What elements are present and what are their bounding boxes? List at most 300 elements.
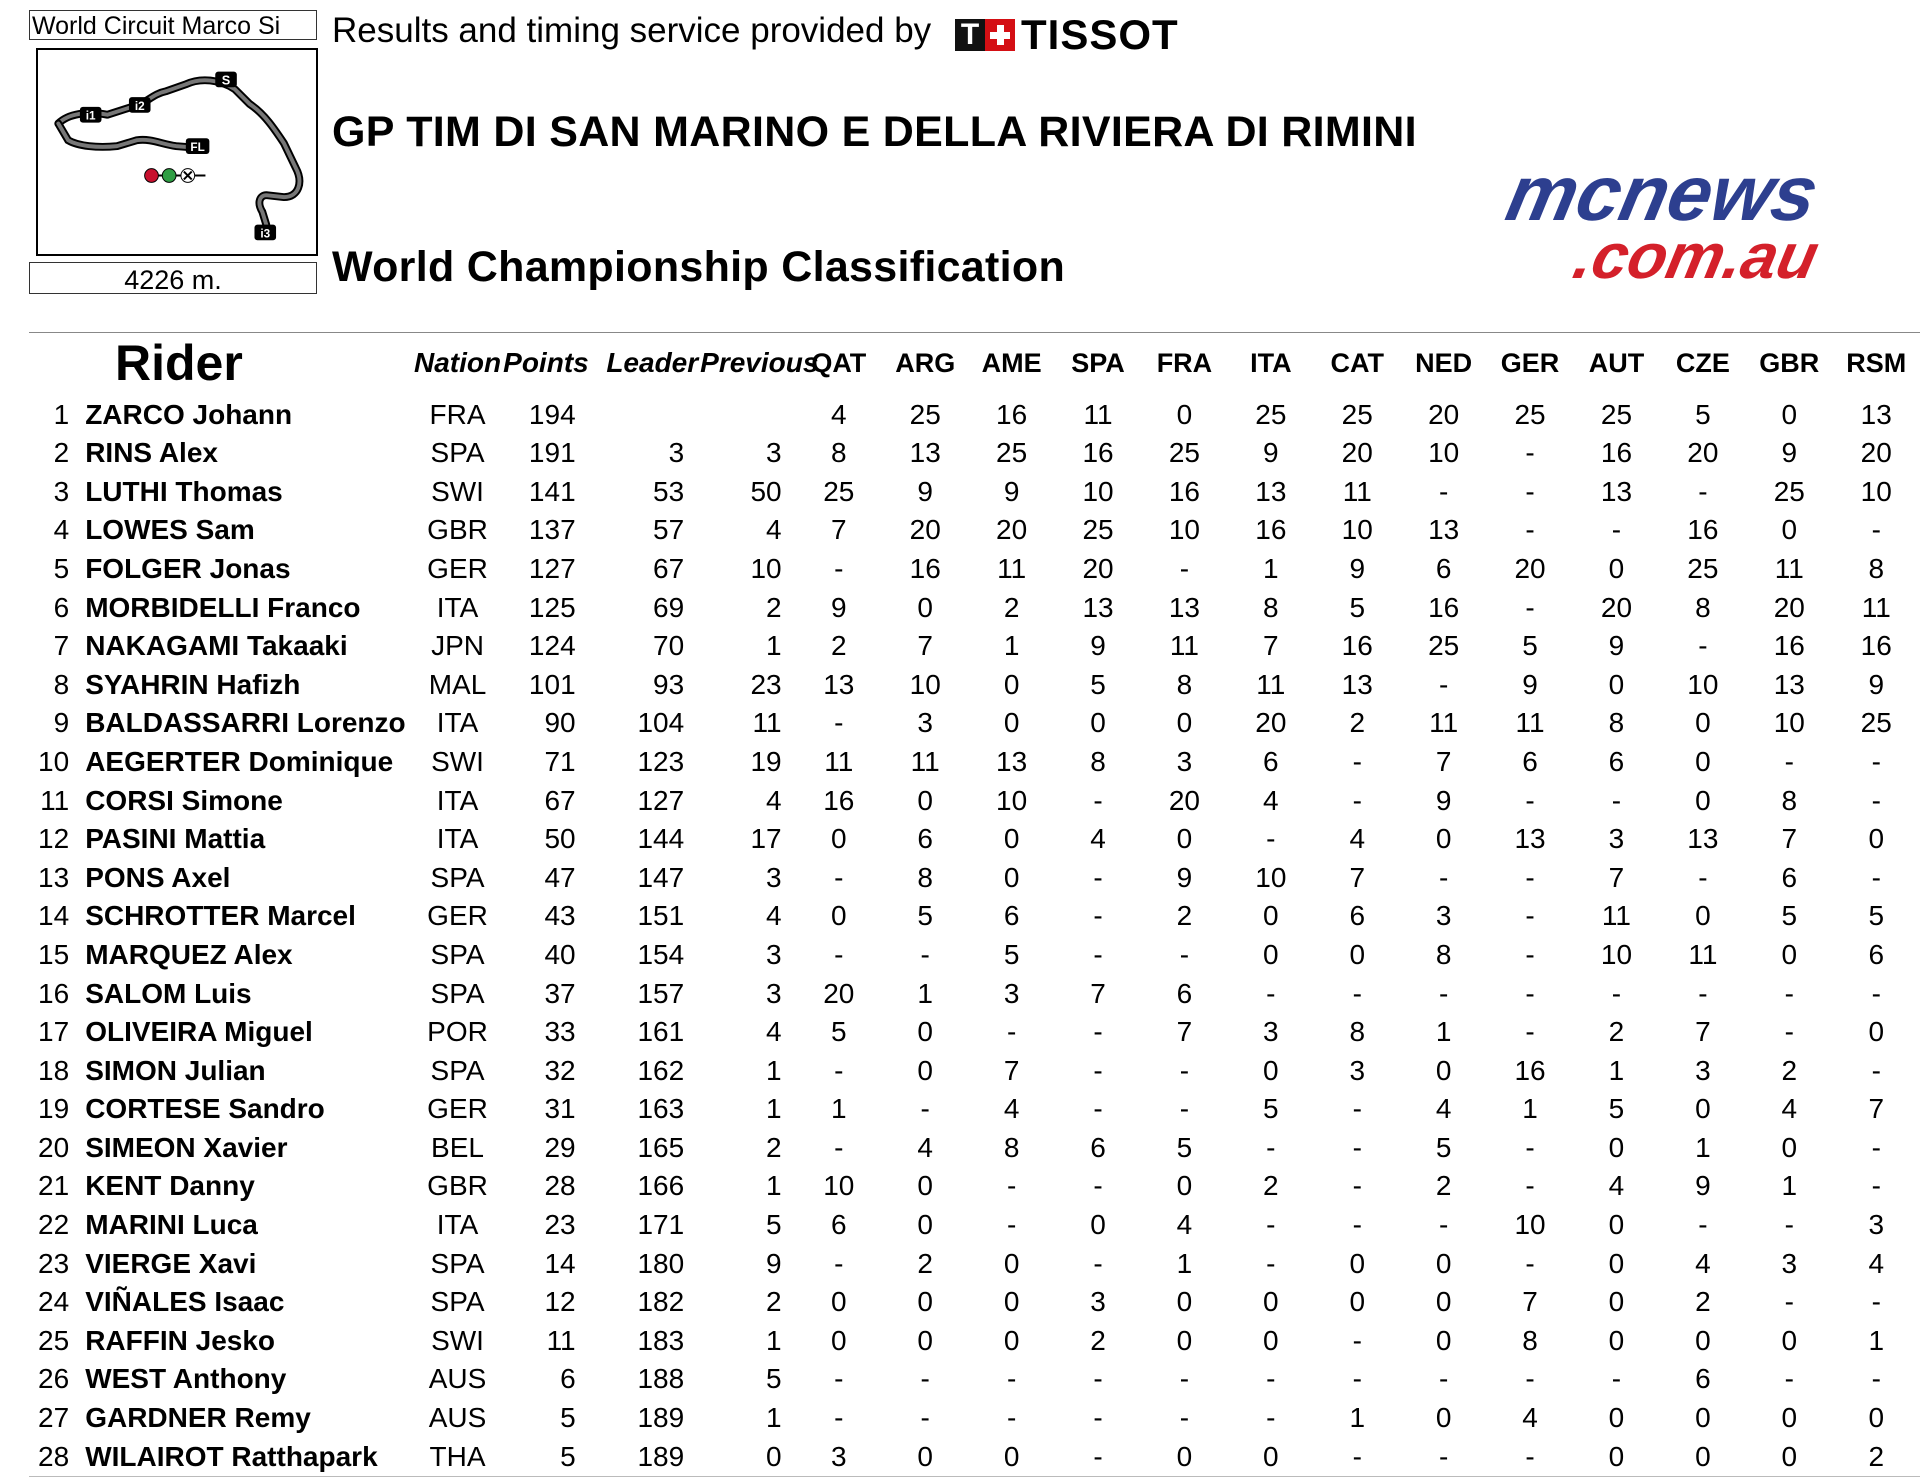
round-points: 16 bbox=[1600, 437, 1633, 469]
rider-position: 21 bbox=[38, 1170, 70, 1202]
round-points: 3 bbox=[1695, 1054, 1711, 1086]
round-points: - bbox=[1784, 745, 1794, 777]
round-points: 20 bbox=[823, 977, 855, 1009]
round-points: 2 bbox=[1781, 1054, 1798, 1086]
svg-text:i1: i1 bbox=[85, 109, 96, 123]
round-points: 4 bbox=[1176, 1209, 1193, 1241]
round-points: 8 bbox=[1090, 745, 1106, 777]
round-points: 6 bbox=[917, 823, 933, 855]
round-points: - bbox=[1179, 552, 1190, 584]
gap-to-previous: 2 bbox=[766, 1131, 782, 1163]
standings-table bbox=[29, 334, 1920, 1473]
round-points: 7 bbox=[1435, 745, 1452, 777]
round-points: 7 bbox=[1781, 823, 1798, 855]
rider-nation: ITA bbox=[436, 823, 479, 855]
rider-nation: ITA bbox=[436, 1209, 479, 1241]
round-points: - bbox=[834, 1363, 844, 1395]
col-header-round: AME bbox=[981, 347, 1042, 378]
round-points: 0 bbox=[1003, 1440, 1020, 1472]
rider-points: 125 bbox=[528, 591, 576, 623]
round-points: 0 bbox=[1176, 398, 1193, 430]
round-points: - bbox=[834, 1054, 844, 1086]
rider-points: 37 bbox=[544, 977, 576, 1009]
rider-name: CORTESE Sandro bbox=[85, 1093, 325, 1125]
round-points: 25 bbox=[1255, 398, 1287, 430]
round-points: - bbox=[1179, 1054, 1190, 1086]
round-points: - bbox=[1525, 591, 1535, 623]
table-row bbox=[29, 662, 1920, 701]
round-points: 0 bbox=[1176, 707, 1193, 739]
gap-to-previous: 3 bbox=[766, 861, 782, 893]
round-points: 20 bbox=[909, 514, 941, 546]
round-points: - bbox=[1525, 1131, 1535, 1163]
gap-to-leader: 171 bbox=[637, 1209, 685, 1241]
round-points: 0 bbox=[1003, 1324, 1020, 1356]
table-row bbox=[29, 1125, 1920, 1164]
round-points: 0 bbox=[1263, 1440, 1279, 1472]
round-points: 8 bbox=[1608, 707, 1625, 739]
round-points: - bbox=[1266, 1363, 1276, 1395]
rider-position: 11 bbox=[40, 784, 70, 816]
round-points: 0 bbox=[1781, 1402, 1798, 1434]
gap-to-previous: 4 bbox=[766, 1016, 782, 1048]
round-points: - bbox=[1871, 514, 1881, 546]
round-points: - bbox=[1871, 861, 1881, 893]
round-points: 0 bbox=[1781, 1440, 1798, 1472]
gap-to-leader: 151 bbox=[637, 900, 685, 932]
gap-to-leader: 127 bbox=[637, 784, 685, 816]
rider-nation: FRA bbox=[429, 398, 486, 430]
rider-position: 6 bbox=[53, 591, 70, 623]
round-points: - bbox=[1525, 1247, 1535, 1279]
round-points: 8 bbox=[1781, 784, 1798, 816]
round-points: - bbox=[1438, 475, 1449, 507]
gap-to-leader: 67 bbox=[653, 552, 685, 584]
svg-text:FL: FL bbox=[190, 141, 205, 155]
round-points: - bbox=[1698, 630, 1708, 662]
rider-position: 13 bbox=[38, 861, 70, 893]
round-points: 20 bbox=[1255, 707, 1287, 739]
rider-position: 1 bbox=[53, 398, 70, 430]
round-points: - bbox=[1006, 1363, 1017, 1395]
track-map bbox=[36, 48, 318, 256]
rider-points: 12 bbox=[544, 1286, 576, 1318]
round-points: 3 bbox=[1003, 977, 1020, 1009]
round-points: 20 bbox=[1687, 437, 1719, 469]
round-points: - bbox=[1525, 1170, 1535, 1202]
round-points: 0 bbox=[1608, 1286, 1625, 1318]
round-points: 13 bbox=[1860, 398, 1892, 430]
round-points: 11 bbox=[1342, 475, 1372, 507]
round-points: - bbox=[1179, 1363, 1190, 1395]
round-points: 7 bbox=[1263, 630, 1279, 662]
round-points: 5 bbox=[917, 900, 933, 932]
track-length: 4226 m. bbox=[29, 262, 317, 294]
circuit-name: World Circuit Marco Si bbox=[29, 10, 317, 40]
round-points: - bbox=[1266, 977, 1276, 1009]
round-points: 16 bbox=[1514, 1054, 1546, 1086]
round-points: - bbox=[1438, 1363, 1449, 1395]
round-points: - bbox=[1784, 1209, 1794, 1241]
rider-nation: GBR bbox=[427, 514, 488, 546]
round-points: 4 bbox=[1435, 1093, 1452, 1125]
rider-points: 194 bbox=[528, 398, 576, 430]
round-points: - bbox=[1525, 900, 1535, 932]
mcnews-logo bbox=[1478, 150, 1878, 300]
round-points: 0 bbox=[1003, 707, 1020, 739]
round-points: 0 bbox=[1176, 1440, 1193, 1472]
round-points: 1 bbox=[1522, 1093, 1538, 1125]
rider-nation: SWI bbox=[431, 745, 484, 777]
rider-position: 17 bbox=[38, 1016, 70, 1048]
round-points: 1 bbox=[1003, 630, 1020, 662]
round-points: 6 bbox=[1349, 900, 1366, 932]
round-points: 25 bbox=[1687, 552, 1719, 584]
gap-to-leader: 189 bbox=[637, 1440, 685, 1472]
rider-name: LOWES Sam bbox=[85, 514, 255, 546]
gap-to-previous: 1 bbox=[766, 1054, 782, 1086]
round-points: 25 bbox=[1341, 398, 1373, 430]
rider-points: 124 bbox=[528, 630, 576, 662]
round-points: 0 bbox=[1608, 1402, 1625, 1434]
round-points: 0 bbox=[917, 1440, 933, 1472]
sector-i3-marker bbox=[254, 225, 276, 241]
round-points: 0 bbox=[917, 591, 933, 623]
gap-to-previous: 5 bbox=[766, 1363, 782, 1395]
round-points: 0 bbox=[1263, 1054, 1279, 1086]
round-points: - bbox=[1093, 1054, 1103, 1086]
rider-points: 101 bbox=[528, 668, 576, 700]
round-points: 0 bbox=[1003, 861, 1020, 893]
round-points: 0 bbox=[917, 1209, 933, 1241]
tissot-logo bbox=[955, 11, 1179, 58]
round-points: - bbox=[1179, 1093, 1190, 1125]
gap-to-previous: 1 bbox=[766, 1170, 782, 1202]
round-points: - bbox=[1871, 1131, 1881, 1163]
rider-position: 12 bbox=[38, 823, 70, 855]
gap-to-leader: 144 bbox=[637, 823, 685, 855]
table-row bbox=[29, 932, 1920, 971]
round-points: 6 bbox=[1695, 1363, 1711, 1395]
round-points: 11 bbox=[1429, 707, 1459, 739]
round-points: 20 bbox=[996, 514, 1028, 546]
round-points: 4 bbox=[1781, 1093, 1798, 1125]
round-points: 2 bbox=[917, 1247, 933, 1279]
round-points: 16 bbox=[823, 784, 855, 816]
round-points: 25 bbox=[909, 398, 941, 430]
round-points: 6 bbox=[1003, 900, 1020, 932]
rider-nation: BEL bbox=[431, 1131, 484, 1163]
round-points: 3 bbox=[1435, 900, 1452, 932]
col-header-points: Points bbox=[503, 347, 589, 378]
round-points: - bbox=[1352, 784, 1362, 816]
round-points: 0 bbox=[1608, 552, 1625, 584]
round-points: 10 bbox=[1255, 861, 1287, 893]
round-points: 0 bbox=[917, 1324, 933, 1356]
round-points: 0 bbox=[1608, 1440, 1625, 1472]
round-points: 0 bbox=[831, 1324, 847, 1356]
rider-points: 90 bbox=[544, 707, 576, 739]
round-points: 11 bbox=[824, 745, 854, 777]
gap-to-previous: 1 bbox=[766, 1402, 782, 1434]
round-points: 1 bbox=[917, 977, 933, 1009]
rider-points: 31 bbox=[544, 1093, 576, 1125]
round-points: 13 bbox=[1773, 668, 1805, 700]
round-points: 7 bbox=[1695, 1016, 1711, 1048]
round-points: - bbox=[1093, 861, 1103, 893]
round-points: 11 bbox=[1861, 591, 1891, 623]
round-points: 6 bbox=[1263, 745, 1279, 777]
round-points: 0 bbox=[831, 900, 847, 932]
round-points: 11 bbox=[1774, 552, 1804, 584]
gap-to-leader: 183 bbox=[637, 1324, 685, 1356]
round-points: 0 bbox=[1003, 1286, 1020, 1318]
round-points: 11 bbox=[1083, 398, 1113, 430]
round-points: 6 bbox=[1176, 977, 1193, 1009]
round-points: - bbox=[834, 1131, 844, 1163]
rider-name: SIMON Julian bbox=[85, 1054, 266, 1086]
rider-name: FOLGER Jonas bbox=[85, 552, 291, 584]
round-points: - bbox=[1093, 900, 1103, 932]
round-points: - bbox=[1438, 1440, 1449, 1472]
rider-name: VIÑALES Isaac bbox=[85, 1286, 285, 1318]
round-points: 10 bbox=[1428, 437, 1460, 469]
rider-name: MARINI Luca bbox=[85, 1209, 258, 1241]
round-points: - bbox=[1525, 1363, 1535, 1395]
rider-name: WILAIROT Ratthapark bbox=[85, 1440, 378, 1472]
rider-position: 27 bbox=[38, 1402, 70, 1434]
col-header-round: FRA bbox=[1156, 347, 1213, 378]
round-points: 6 bbox=[831, 1209, 847, 1241]
rider-name: SCHROTTER Marcel bbox=[85, 900, 356, 932]
col-header-round: NED bbox=[1415, 347, 1473, 378]
round-points: 11 bbox=[1169, 630, 1199, 662]
round-points: 0 bbox=[1695, 900, 1711, 932]
round-points: 0 bbox=[1090, 1209, 1106, 1241]
rider-nation: THA bbox=[429, 1440, 486, 1472]
round-points: 0 bbox=[831, 1286, 847, 1318]
table-row bbox=[29, 585, 1920, 624]
round-points: 0 bbox=[1781, 1131, 1798, 1163]
round-points: 0 bbox=[1868, 1016, 1885, 1048]
col-header-nation: Nation bbox=[413, 347, 502, 378]
round-points: 16 bbox=[1773, 630, 1805, 662]
round-points: - bbox=[1871, 745, 1881, 777]
round-points: 7 bbox=[917, 630, 933, 662]
table-row bbox=[29, 1202, 1920, 1241]
round-points: 13 bbox=[1341, 668, 1373, 700]
round-points: - bbox=[1784, 977, 1794, 1009]
rider-position: 19 bbox=[38, 1093, 70, 1125]
classification-title: World Championship Classification bbox=[332, 243, 1066, 291]
table-row bbox=[29, 469, 1920, 508]
gap-to-previous: 10 bbox=[750, 552, 782, 584]
table-row bbox=[29, 1241, 1920, 1280]
round-points: - bbox=[834, 938, 844, 970]
rider-points: 14 bbox=[544, 1247, 576, 1279]
round-points: 16 bbox=[996, 398, 1028, 430]
gap-to-leader: 93 bbox=[653, 668, 685, 700]
gap-to-leader: 161 bbox=[637, 1016, 685, 1048]
gap-to-previous: 9 bbox=[766, 1247, 782, 1279]
rider-points: 33 bbox=[544, 1016, 576, 1048]
rider-points: 23 bbox=[544, 1209, 576, 1241]
table-row bbox=[29, 701, 1920, 740]
round-points: 0 bbox=[1090, 707, 1106, 739]
round-points: 25 bbox=[1773, 475, 1805, 507]
track-outline bbox=[58, 80, 299, 224]
round-points: - bbox=[1006, 1170, 1017, 1202]
gap-to-previous: 1 bbox=[766, 1324, 782, 1356]
round-points: 9 bbox=[1868, 668, 1885, 700]
rider-position: 18 bbox=[38, 1054, 70, 1086]
gap-to-leader: 165 bbox=[637, 1131, 685, 1163]
round-points: - bbox=[1352, 745, 1362, 777]
round-points: 13 bbox=[996, 745, 1028, 777]
round-points: 0 bbox=[1695, 784, 1711, 816]
round-points: 6 bbox=[1608, 745, 1625, 777]
svg-text:mcnews: mcnews bbox=[1499, 150, 1826, 237]
rider-position: 26 bbox=[38, 1363, 70, 1395]
round-points: - bbox=[1871, 1363, 1881, 1395]
sector-i2-marker bbox=[129, 97, 151, 113]
round-points: 25 bbox=[1600, 398, 1633, 430]
rider-nation: SPA bbox=[430, 1247, 485, 1279]
rider-nation: GER bbox=[427, 552, 488, 584]
rider-name: KENT Danny bbox=[85, 1170, 255, 1202]
round-points: - bbox=[1698, 977, 1708, 1009]
gap-to-previous: 3 bbox=[766, 977, 782, 1009]
round-points: 16 bbox=[1168, 475, 1201, 507]
round-points: 0 bbox=[1349, 938, 1366, 970]
round-points: - bbox=[1006, 1209, 1017, 1241]
round-points: 11 bbox=[1688, 938, 1718, 970]
gap-to-leader: 189 bbox=[637, 1402, 685, 1434]
round-points: 4 bbox=[1695, 1247, 1711, 1279]
round-points: 9 bbox=[1695, 1170, 1711, 1202]
round-points: 13 bbox=[1600, 475, 1633, 507]
rider-nation: GER bbox=[427, 900, 488, 932]
round-points: 13 bbox=[1428, 514, 1460, 546]
round-points: 9 bbox=[1608, 630, 1625, 662]
rider-nation: SWI bbox=[431, 475, 484, 507]
round-points: 20 bbox=[1168, 784, 1201, 816]
round-points: 0 bbox=[1003, 823, 1020, 855]
rider-name: SALOM Luis bbox=[85, 977, 252, 1009]
round-points: 25 bbox=[996, 437, 1028, 469]
round-points: 0 bbox=[1868, 823, 1885, 855]
round-points: 3 bbox=[917, 707, 933, 739]
rider-name: WEST Anthony bbox=[85, 1363, 287, 1395]
round-points: 25 bbox=[1514, 398, 1546, 430]
round-points: 16 bbox=[1687, 514, 1719, 546]
rider-name: SYAHRIN Hafizh bbox=[85, 668, 301, 700]
col-header-round: SPA bbox=[1071, 347, 1125, 378]
round-points: - bbox=[920, 938, 930, 970]
round-points: - bbox=[1525, 1440, 1535, 1472]
round-points: 7 bbox=[1349, 861, 1366, 893]
round-points: 2 bbox=[1695, 1286, 1711, 1318]
table-row bbox=[29, 1087, 1920, 1126]
round-points: 7 bbox=[1176, 1016, 1193, 1048]
round-points: 3 bbox=[1090, 1286, 1106, 1318]
rider-name: OLIVEIRA Miguel bbox=[85, 1016, 313, 1048]
round-points: 7 bbox=[1090, 977, 1106, 1009]
round-points: 20 bbox=[1514, 552, 1546, 584]
round-points: - bbox=[1093, 784, 1103, 816]
rider-position: 20 bbox=[38, 1131, 70, 1163]
round-points: 10 bbox=[1341, 514, 1373, 546]
rider-nation: SPA bbox=[430, 977, 485, 1009]
round-points: - bbox=[1006, 1016, 1017, 1048]
round-points: 3 bbox=[1176, 745, 1193, 777]
round-points: 0 bbox=[1176, 823, 1193, 855]
round-points: - bbox=[1611, 1363, 1622, 1395]
rider-nation: MAL bbox=[428, 668, 487, 700]
round-points: - bbox=[1698, 861, 1708, 893]
header-divider bbox=[29, 332, 1920, 333]
round-points: 0 bbox=[1435, 1054, 1452, 1086]
rider-name: GARDNER Remy bbox=[85, 1402, 311, 1434]
round-points: - bbox=[1093, 1363, 1103, 1395]
round-points: 11 bbox=[1515, 707, 1545, 739]
round-points: 0 bbox=[1695, 1440, 1711, 1472]
gap-to-previous: 2 bbox=[766, 591, 782, 623]
round-points: - bbox=[1611, 977, 1622, 1009]
rider-position: 22 bbox=[38, 1209, 70, 1241]
round-points: 9 bbox=[1263, 437, 1279, 469]
rider-points: 67 bbox=[544, 784, 576, 816]
rider-points: 191 bbox=[528, 437, 576, 469]
round-points: - bbox=[920, 1363, 930, 1395]
round-points: 9 bbox=[1435, 784, 1452, 816]
round-points: 5 bbox=[1781, 900, 1798, 932]
round-points: 9 bbox=[917, 475, 933, 507]
round-points: 5 bbox=[1003, 938, 1020, 970]
round-points: 3 bbox=[831, 1440, 847, 1472]
rider-position: 16 bbox=[38, 977, 70, 1009]
svg-text:S: S bbox=[221, 72, 231, 88]
round-points: 1 bbox=[1781, 1170, 1798, 1202]
round-points: - bbox=[1006, 1402, 1017, 1434]
round-points: 0 bbox=[917, 1170, 933, 1202]
round-points: 4 bbox=[1263, 784, 1279, 816]
round-points: 0 bbox=[1349, 1247, 1366, 1279]
round-points: 4 bbox=[831, 398, 847, 430]
rider-nation: ITA bbox=[436, 591, 479, 623]
round-points: 2 bbox=[1435, 1170, 1452, 1202]
rider-position: 23 bbox=[38, 1247, 70, 1279]
table-row bbox=[29, 1280, 1920, 1319]
round-points: 0 bbox=[1695, 1093, 1711, 1125]
round-points: - bbox=[1352, 1131, 1362, 1163]
round-points: 10 bbox=[823, 1170, 855, 1202]
round-points: 1 bbox=[1868, 1324, 1885, 1356]
round-points: 0 bbox=[1435, 1402, 1452, 1434]
table-row bbox=[29, 546, 1920, 585]
round-points: 16 bbox=[1860, 630, 1892, 662]
round-points: 0 bbox=[1695, 1324, 1711, 1356]
rider-points: 29 bbox=[544, 1131, 576, 1163]
rider-name: ZARCO Johann bbox=[85, 398, 293, 430]
round-points: 10 bbox=[1514, 1209, 1546, 1241]
round-points: 10 bbox=[1860, 475, 1892, 507]
round-points: 8 bbox=[1263, 591, 1279, 623]
gap-to-leader: 53 bbox=[653, 475, 685, 507]
round-points: 25 bbox=[823, 475, 855, 507]
round-points: - bbox=[834, 1247, 844, 1279]
round-points: 16 bbox=[1082, 437, 1114, 469]
